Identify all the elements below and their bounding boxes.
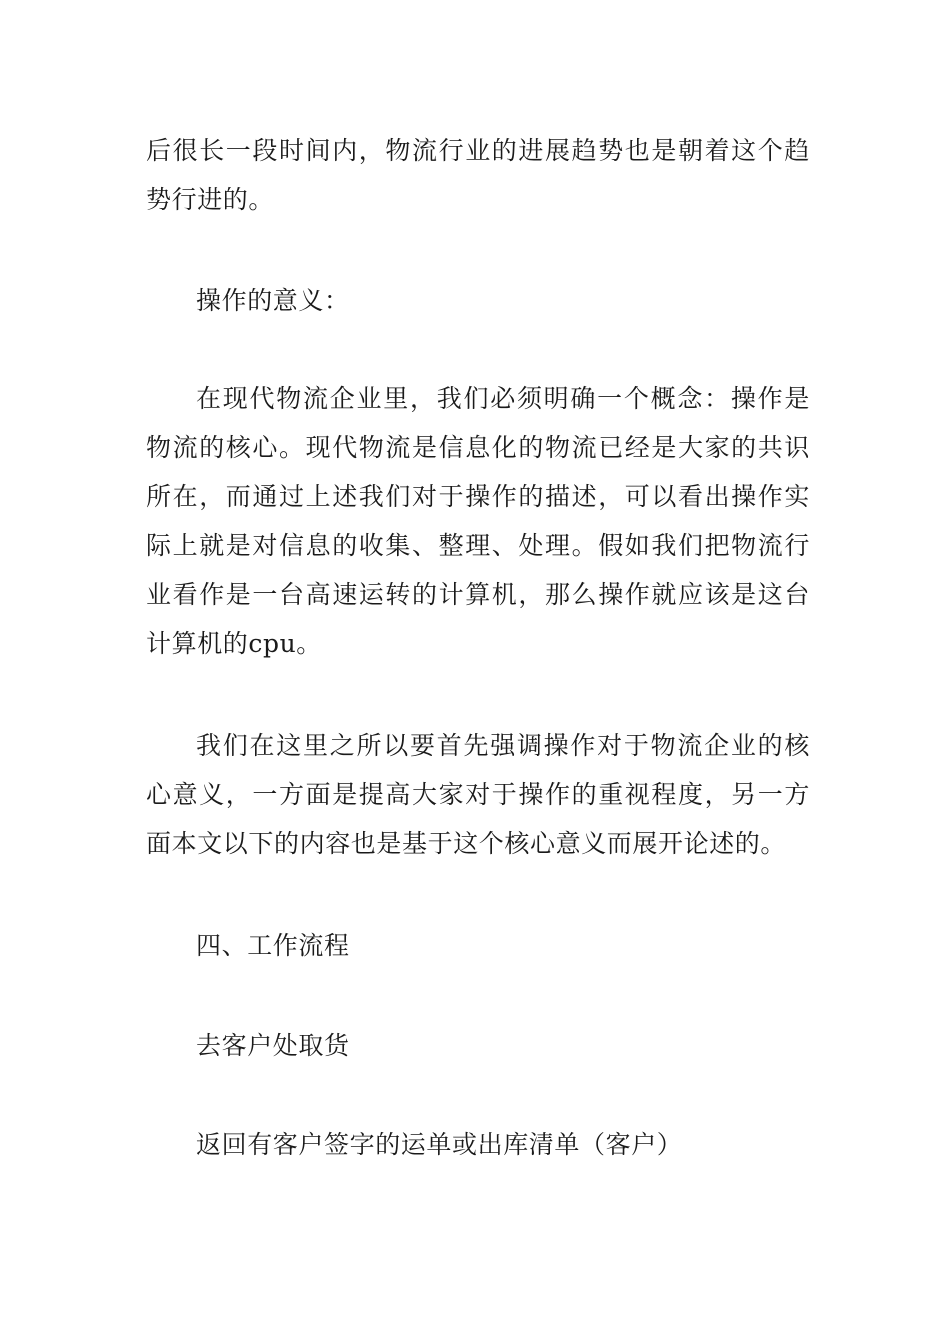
workflow-step-pickup: 去客户处取货 <box>196 1031 350 1060</box>
section-heading-workflow: 四、工作流程 <box>196 931 350 960</box>
paragraph-heading-operation-meaning: 操作的意义： <box>196 286 350 315</box>
paragraph-operation-core: 在现代物流企业里，我们必须明确一个概念：操作是物流的核心。现代物流是信息化的物流已经是大家的共识所在，而通过上述我们对于操作的描述，可以看出操作实际上就是对信息的收集、整理、处理。假如我们把物流行业看作是一台高速运转的计算机，那么操作就应该是这台计算机的cpu。 <box>146 384 810 658</box>
paragraph-continuation: 后很长一段时间内，物流行业的进展趋势也是朝着这个趋势行进的。 <box>146 136 810 214</box>
paragraph-emphasis: 我们在这里之所以要首先强调操作对于物流企业的核心意义，一方面是提高大家对于操作的重视程度，另一方面本文以下的内容也是基于这个核心意义而展开论述的。 <box>146 731 810 858</box>
workflow-step-return-waybill: 返回有客户签字的运单或出库清单（客户） <box>196 1130 683 1159</box>
